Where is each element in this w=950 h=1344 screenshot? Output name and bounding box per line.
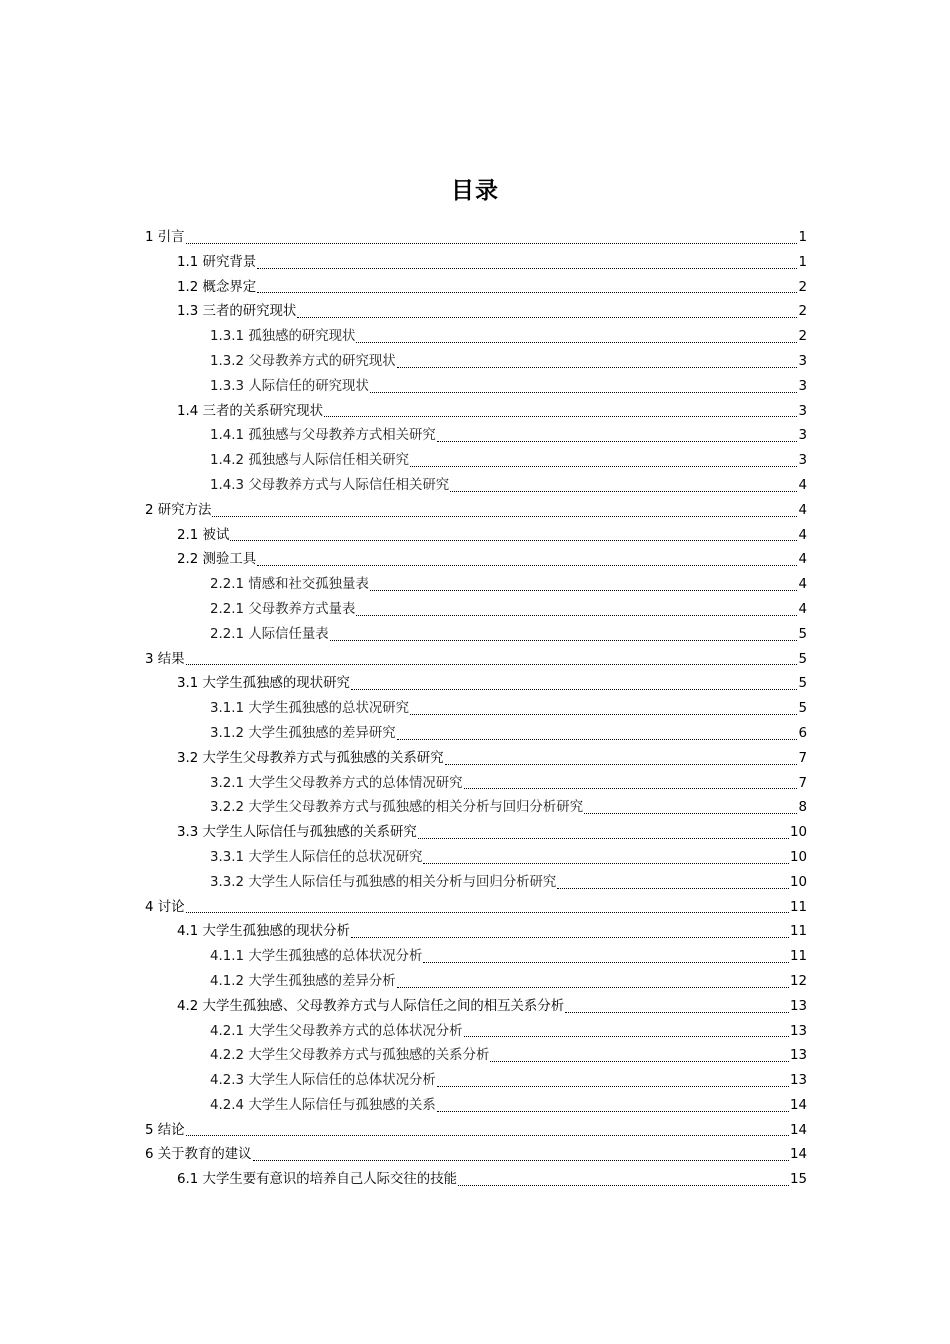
toc-entry[interactable] bbox=[145, 747, 807, 772]
toc-entry[interactable] bbox=[145, 995, 807, 1020]
toc-entry-title: 1 引言 bbox=[145, 230, 185, 245]
dot-leader bbox=[423, 962, 789, 963]
toc-entry-page-number: 15 bbox=[789, 1172, 807, 1188]
dot-leader bbox=[464, 1036, 789, 1037]
toc-entry-title: 5 结论 bbox=[145, 1122, 185, 1138]
toc-entry-title: 3.2 大学生父母教养方式与孤独感的关系研究 bbox=[177, 750, 444, 766]
dot-leader bbox=[418, 838, 789, 839]
dot-leader bbox=[330, 640, 798, 641]
toc-entry[interactable] bbox=[145, 1143, 807, 1168]
toc-entry-title: 6 关于教育的建议 bbox=[145, 1147, 252, 1163]
toc-entry-page-number: 10 bbox=[789, 874, 807, 890]
toc-entry[interactable] bbox=[145, 1119, 807, 1144]
toc-entry-page-number: 1 bbox=[798, 230, 807, 245]
toc-entry[interactable] bbox=[145, 1069, 807, 1094]
toc-entry[interactable] bbox=[145, 1094, 807, 1119]
dot-leader bbox=[445, 764, 798, 765]
toc-entry-title: 4.2.2 大学生父母教养方式与孤独感的关系分析 bbox=[210, 1048, 490, 1064]
dot-leader bbox=[584, 813, 797, 814]
toc-entry-page-number: 14 bbox=[789, 1147, 807, 1163]
toc-entry-page-number: 4 bbox=[798, 477, 807, 493]
toc-entry-page-number: 2 bbox=[798, 279, 807, 295]
toc-entry-page-number: 7 bbox=[798, 750, 807, 766]
toc-entry-page-number: 1 bbox=[798, 254, 807, 270]
toc-entry[interactable] bbox=[145, 499, 807, 524]
dot-leader bbox=[253, 1160, 789, 1161]
toc-entry-page-number: 11 bbox=[789, 949, 807, 965]
toc-entry[interactable] bbox=[145, 251, 807, 276]
dot-leader bbox=[356, 615, 797, 616]
toc-entry[interactable] bbox=[145, 276, 807, 301]
page-title: 目录 bbox=[451, 178, 499, 204]
toc-entry-title: 3.2.1 大学生父母教养方式的总体情况研究 bbox=[210, 775, 463, 791]
dot-leader bbox=[257, 565, 797, 566]
toc-entry-title: 6.1 大学生要有意识的培养自己人际交往的技能 bbox=[177, 1172, 457, 1188]
dot-leader bbox=[557, 888, 789, 889]
toc-entry-title: 2.1 被试 bbox=[177, 527, 230, 543]
toc-entry-title: 4.1.2 大学生孤独感的差异分析 bbox=[210, 973, 396, 989]
toc-entry[interactable] bbox=[145, 970, 807, 995]
dot-leader bbox=[450, 491, 797, 492]
dot-leader bbox=[356, 342, 797, 343]
toc-entry-title: 2.2 测验工具 bbox=[177, 552, 257, 568]
toc-entry[interactable] bbox=[145, 300, 807, 325]
toc-entry[interactable] bbox=[145, 672, 807, 697]
dot-leader bbox=[186, 1135, 789, 1136]
toc-entry-page-number: 5 bbox=[798, 626, 807, 642]
toc-entry[interactable] bbox=[145, 226, 807, 251]
table-of-contents bbox=[145, 226, 807, 1193]
dot-leader bbox=[186, 912, 789, 913]
toc-entry-title: 1.1 研究背景 bbox=[177, 254, 257, 270]
toc-entry-title: 1.4.2 孤独感与人际信任相关研究 bbox=[210, 453, 410, 469]
toc-entry[interactable] bbox=[145, 474, 807, 499]
toc-entry-title: 2.2.1 情感和社交孤独量表 bbox=[210, 577, 369, 593]
toc-entry[interactable] bbox=[145, 846, 807, 871]
toc-entry[interactable] bbox=[145, 449, 807, 474]
dot-leader bbox=[324, 416, 797, 417]
dot-leader bbox=[257, 268, 797, 269]
toc-entry-page-number: 13 bbox=[789, 998, 807, 1014]
toc-entry-title: 4.1.1 大学生孤独感的总体状况分析 bbox=[210, 949, 423, 965]
toc-entry-title: 2.2.1 父母教养方式量表 bbox=[210, 601, 356, 617]
toc-entry-page-number: 4 bbox=[798, 552, 807, 568]
toc-entry[interactable] bbox=[145, 796, 807, 821]
dot-leader bbox=[370, 590, 798, 591]
toc-entry[interactable] bbox=[145, 350, 807, 375]
toc-entry[interactable] bbox=[145, 821, 807, 846]
toc-entry-title: 1.3.2 父母教养方式的研究现状 bbox=[210, 353, 396, 369]
toc-entry-title: 3.2.2 大学生父母教养方式与孤独感的相关分析与回归分析研究 bbox=[210, 800, 584, 816]
toc-entry[interactable] bbox=[145, 598, 807, 623]
toc-entry[interactable] bbox=[145, 920, 807, 945]
toc-entry-page-number: 5 bbox=[798, 651, 807, 667]
toc-entry[interactable] bbox=[145, 1020, 807, 1045]
dot-leader bbox=[397, 367, 798, 368]
toc-entry-title: 1.3.3 人际信任的研究现状 bbox=[210, 378, 369, 394]
toc-entry-page-number: 4 bbox=[798, 527, 807, 543]
dot-leader bbox=[410, 466, 797, 467]
toc-entry[interactable] bbox=[145, 697, 807, 722]
toc-entry[interactable] bbox=[145, 573, 807, 598]
toc-entry-title: 2 研究方法 bbox=[145, 502, 212, 518]
dot-leader bbox=[212, 516, 797, 517]
toc-entry-page-number: 7 bbox=[798, 775, 807, 791]
toc-entry-page-number: 11 bbox=[789, 924, 807, 940]
toc-entry-page-number: 14 bbox=[789, 1122, 807, 1138]
dot-leader bbox=[351, 689, 798, 690]
toc-entry[interactable] bbox=[145, 548, 807, 573]
toc-entry-page-number: 14 bbox=[789, 1097, 807, 1113]
toc-entry-title: 1.2 概念界定 bbox=[177, 279, 257, 295]
dot-leader bbox=[186, 243, 798, 244]
toc-entry-page-number: 10 bbox=[789, 825, 807, 841]
toc-entry[interactable] bbox=[145, 325, 807, 350]
toc-entry-page-number: 5 bbox=[798, 701, 807, 717]
toc-entry-title: 3.3.1 大学生人际信任的总状况研究 bbox=[210, 849, 423, 865]
toc-entry-title: 3.1.2 大学生孤独感的差异研究 bbox=[210, 725, 396, 741]
toc-entry[interactable] bbox=[145, 400, 807, 425]
toc-entry-title: 4.2.4 大学生人际信任与孤独感的关系 bbox=[210, 1097, 436, 1113]
dot-leader bbox=[437, 1111, 789, 1112]
toc-entry[interactable] bbox=[145, 945, 807, 970]
toc-entry[interactable] bbox=[145, 722, 807, 747]
dot-leader bbox=[437, 441, 798, 442]
toc-entry-page-number: 4 bbox=[798, 577, 807, 593]
toc-entry[interactable] bbox=[145, 524, 807, 549]
toc-entry-title: 1.3 三者的研究现状 bbox=[177, 304, 297, 320]
dot-leader bbox=[565, 1012, 789, 1013]
toc-entry[interactable] bbox=[145, 424, 807, 449]
dot-leader bbox=[397, 739, 798, 740]
toc-entry-page-number: 2 bbox=[798, 329, 807, 345]
dot-leader bbox=[490, 1061, 789, 1062]
toc-entry-page-number: 10 bbox=[789, 849, 807, 865]
toc-entry-page-number: 13 bbox=[789, 1048, 807, 1064]
toc-entry-title: 3 结果 bbox=[145, 651, 185, 667]
toc-entry[interactable] bbox=[145, 772, 807, 797]
toc-entry-page-number: 3 bbox=[798, 378, 807, 394]
toc-entry-title: 3.3.2 大学生人际信任与孤独感的相关分析与回归分析研究 bbox=[210, 874, 557, 890]
toc-entry[interactable] bbox=[145, 871, 807, 896]
toc-entry-page-number: 4 bbox=[798, 601, 807, 617]
toc-entry-title: 1.4.3 父母教养方式与人际信任相关研究 bbox=[210, 477, 450, 493]
toc-entry-title: 4.2 大学生孤独感、父母教养方式与人际信任之间的相互关系分析 bbox=[177, 998, 565, 1014]
toc-entry-page-number: 12 bbox=[789, 973, 807, 989]
toc-entry[interactable] bbox=[145, 1168, 807, 1193]
toc-entry-page-number: 13 bbox=[789, 1023, 807, 1039]
dot-leader bbox=[370, 392, 798, 393]
toc-entry-page-number: 3 bbox=[798, 353, 807, 369]
toc-entry-title: 3.3 大学生人际信任与孤独感的关系研究 bbox=[177, 825, 417, 841]
toc-entry-title: 1.4 三者的关系研究现状 bbox=[177, 403, 324, 419]
dot-leader bbox=[458, 1185, 789, 1186]
toc-entry-page-number: 11 bbox=[789, 899, 807, 915]
toc-entry-page-number: 4 bbox=[798, 502, 807, 518]
dot-leader bbox=[397, 987, 789, 988]
toc-entry[interactable] bbox=[145, 896, 807, 921]
toc-entry-page-number: 5 bbox=[798, 676, 807, 692]
toc-entry-title: 4.2.3 大学生人际信任的总体状况分析 bbox=[210, 1073, 436, 1089]
toc-entry[interactable] bbox=[145, 648, 807, 673]
dot-leader bbox=[230, 540, 797, 541]
toc-entry-title: 3.1.1 大学生孤独感的总状况研究 bbox=[210, 701, 410, 717]
toc-entry[interactable] bbox=[145, 375, 807, 400]
toc-entry-title: 4.2.1 大学生父母教养方式的总体状况分析 bbox=[210, 1023, 463, 1039]
toc-entry[interactable] bbox=[145, 623, 807, 648]
toc-entry-page-number: 13 bbox=[789, 1073, 807, 1089]
toc-entry-page-number: 8 bbox=[798, 800, 807, 816]
toc-entry-page-number: 6 bbox=[798, 725, 807, 741]
dot-leader bbox=[423, 863, 789, 864]
toc-entry-title: 1.3.1 孤独感的研究现状 bbox=[210, 329, 356, 345]
dot-leader bbox=[297, 317, 797, 318]
toc-entry-title: 3.1 大学生孤独感的现状研究 bbox=[177, 676, 350, 692]
dot-leader bbox=[351, 937, 789, 938]
dot-leader bbox=[186, 664, 798, 665]
toc-entry-page-number: 3 bbox=[798, 453, 807, 469]
toc-entry-page-number: 3 bbox=[798, 403, 807, 419]
toc-entry-page-number: 3 bbox=[798, 428, 807, 444]
dot-leader bbox=[464, 788, 798, 789]
dot-leader bbox=[410, 714, 797, 715]
toc-entry[interactable] bbox=[145, 1044, 807, 1069]
dot-leader bbox=[437, 1086, 789, 1087]
toc-entry-title: 4.1 大学生孤独感的现状分析 bbox=[177, 924, 350, 940]
toc-entry-title: 4 讨论 bbox=[145, 899, 185, 915]
toc-entry-title: 1.4.1 孤独感与父母教养方式相关研究 bbox=[210, 428, 436, 444]
toc-entry-page-number: 2 bbox=[798, 304, 807, 320]
toc-entry-title: 2.2.1 人际信任量表 bbox=[210, 626, 329, 642]
dot-leader bbox=[257, 292, 797, 293]
